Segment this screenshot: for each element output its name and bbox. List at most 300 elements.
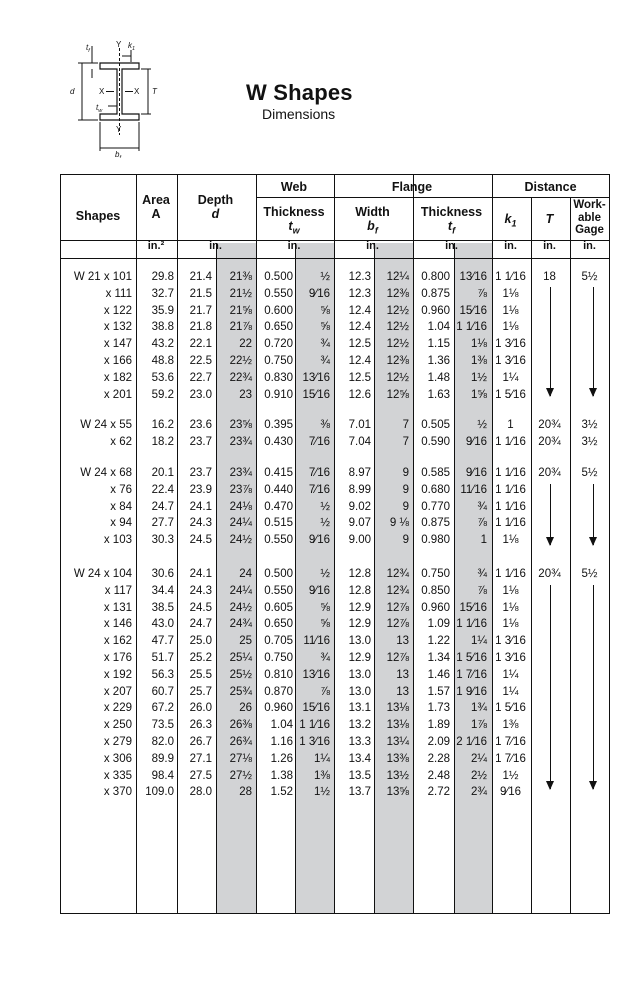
cell-gage: 5½ bbox=[581, 568, 598, 580]
cell-area: 51.7 bbox=[151, 652, 174, 664]
cell-web-thickness-frac: ⅝ bbox=[320, 321, 330, 334]
cell-k1: 1 1⁄16 bbox=[495, 483, 526, 496]
cell-web-thickness-frac: ½ bbox=[320, 517, 330, 530]
cell-shape: x 131 bbox=[103, 601, 132, 614]
cell-flange-thickness-frac: 1⅛ bbox=[471, 338, 487, 351]
cell-shape: x 117 bbox=[104, 584, 132, 597]
cell-depth: 24.3 bbox=[189, 517, 212, 530]
cell-flange-width: 8.97 bbox=[348, 467, 371, 479]
cell-depth: 26.3 bbox=[189, 719, 212, 732]
cell-T: 20¾ bbox=[538, 419, 561, 431]
cell-flange-width-frac: 12½ bbox=[386, 304, 409, 317]
cell-flange-thickness-frac: 2¾ bbox=[471, 786, 487, 799]
unit-web: in. bbox=[287, 240, 301, 252]
cell-web-thickness-frac: ⅜ bbox=[320, 419, 330, 431]
cell-web-thickness-frac: 7⁄16 bbox=[308, 467, 330, 479]
continuation-arrow-gage bbox=[593, 585, 594, 789]
cell-gage: 5½ bbox=[581, 271, 598, 283]
cell-web-thickness: 0.415 bbox=[264, 467, 293, 479]
cell-flange-thickness-frac: ⅞ bbox=[477, 287, 487, 300]
cell-web-thickness: 0.705 bbox=[264, 635, 293, 648]
cell-shape: x 335 bbox=[103, 769, 132, 782]
header-flange-thickness: Thickness $t_f$ bbox=[420, 205, 483, 236]
cell-web-thickness: 0.830 bbox=[264, 371, 293, 384]
cell-depth-frac: 24¼ bbox=[229, 584, 252, 597]
cell-shape: x 207 bbox=[103, 685, 132, 698]
cell-flange-thickness-frac: 1¼ bbox=[471, 635, 487, 648]
cell-depth-frac: 21⅞ bbox=[229, 321, 252, 334]
header-flange-width: Width $b_f$ bbox=[355, 205, 390, 236]
cell-flange-width: 12.5 bbox=[348, 371, 371, 384]
cell-web-thickness-frac: ⅝ bbox=[320, 618, 330, 631]
cell-web-thickness: 0.395 bbox=[264, 419, 293, 431]
cell-k1: 1 3⁄16 bbox=[495, 338, 526, 351]
cell-web-thickness: 0.470 bbox=[264, 500, 293, 513]
cell-depth: 22.1 bbox=[189, 338, 212, 351]
cell-depth: 25.0 bbox=[189, 635, 212, 648]
unit-flange-width: in. bbox=[366, 240, 379, 252]
cell-k1: 1⅛ bbox=[502, 287, 519, 300]
cell-flange-thickness: 0.680 bbox=[421, 483, 450, 496]
d-label: d bbox=[70, 87, 75, 96]
cell-depth: 25.5 bbox=[189, 668, 212, 681]
cell-area: 67.2 bbox=[151, 702, 174, 715]
cell-flange-width: 12.4 bbox=[348, 321, 371, 334]
cell-flange-width: 12.3 bbox=[348, 287, 371, 300]
cell-depth-frac: 24½ bbox=[229, 534, 252, 547]
cell-k1: 1 7⁄16 bbox=[495, 752, 526, 765]
cell-web-thickness-frac: 9⁄16 bbox=[308, 534, 330, 547]
t-label: T bbox=[152, 87, 157, 96]
cell-depth-frac: 25 bbox=[239, 635, 252, 648]
cell-depth: 24.7 bbox=[189, 618, 212, 631]
cell-flange-thickness: 1.89 bbox=[427, 719, 450, 732]
cell-web-thickness: 0.430 bbox=[264, 435, 293, 448]
cell-flange-width-frac: 9 bbox=[402, 500, 409, 513]
cell-web-thickness: 0.650 bbox=[264, 618, 293, 631]
cell-flange-width-frac: 12¼ bbox=[386, 271, 409, 283]
cell-flange-width-frac: 12⅞ bbox=[386, 618, 409, 631]
cell-flange-thickness-frac: 1½ bbox=[471, 371, 487, 384]
cell-web-thickness: 0.500 bbox=[264, 271, 293, 283]
cell-k1: 1 1⁄16 bbox=[495, 467, 526, 479]
cell-k1: 1 3⁄16 bbox=[495, 355, 526, 367]
cell-area: 43.0 bbox=[151, 618, 174, 631]
cell-flange-thickness-frac: 11⁄16 bbox=[460, 483, 487, 496]
cell-area: 24.7 bbox=[151, 500, 174, 513]
cell-flange-thickness-frac: 1¾ bbox=[471, 702, 487, 715]
cell-shape: x 201 bbox=[103, 388, 132, 401]
cell-k1: 1 1⁄16 bbox=[495, 435, 526, 448]
header-workable-gage: Work- able Gage bbox=[573, 199, 606, 236]
unit-flange-thickness: in. bbox=[445, 240, 458, 252]
cell-web-thickness: 0.550 bbox=[264, 584, 293, 597]
cell-area: 29.8 bbox=[151, 271, 174, 283]
header-T: T bbox=[545, 212, 554, 226]
cell-flange-thickness: 0.980 bbox=[421, 534, 450, 547]
cell-flange-thickness: 1.09 bbox=[427, 618, 450, 631]
cell-web-thickness: 0.960 bbox=[264, 702, 293, 715]
header-distance: Distance bbox=[524, 180, 577, 194]
cell-area: 48.8 bbox=[151, 355, 174, 367]
cell-depth: 27.1 bbox=[189, 752, 212, 765]
cell-area: 47.7 bbox=[151, 635, 174, 648]
cell-T: 18 bbox=[543, 271, 556, 283]
cell-flange-width-frac: 13½ bbox=[386, 769, 409, 782]
cell-area: 30.3 bbox=[151, 534, 174, 547]
cell-flange-width: 12.4 bbox=[348, 304, 371, 317]
cell-web-thickness-frac: 7⁄16 bbox=[308, 483, 330, 496]
cell-flange-width: 13.5 bbox=[348, 769, 371, 782]
cell-shape: x 76 bbox=[110, 483, 132, 496]
cell-shape: x 146 bbox=[103, 618, 132, 631]
cell-web-thickness-frac: 9⁄16 bbox=[308, 287, 330, 300]
cell-flange-thickness-frac: ¾ bbox=[477, 500, 487, 513]
cell-flange-thickness-frac: ¾ bbox=[477, 568, 487, 580]
cell-web-thickness-frac: ⅞ bbox=[320, 685, 330, 698]
cell-flange-thickness: 1.46 bbox=[427, 668, 450, 681]
cell-k1: 1 1⁄16 bbox=[495, 568, 526, 580]
cell-k1: 1 3⁄16 bbox=[495, 652, 526, 664]
cell-k1: 1 1⁄16 bbox=[495, 271, 526, 283]
cell-shape: x 306 bbox=[103, 752, 132, 765]
cell-flange-width-frac: 9 bbox=[402, 483, 409, 496]
cell-area: 89.9 bbox=[151, 752, 174, 765]
cell-shape: x 279 bbox=[103, 736, 132, 748]
cell-flange-thickness: 2.28 bbox=[427, 752, 450, 765]
cell-web-thickness: 0.600 bbox=[264, 304, 293, 317]
header-web-thickness: Thickness $t_w$ bbox=[263, 205, 325, 236]
cell-k1: 1⅛ bbox=[502, 618, 519, 631]
cell-flange-thickness: 1.63 bbox=[427, 388, 450, 401]
cell-shape: x 166 bbox=[103, 355, 132, 367]
cell-depth: 21.7 bbox=[189, 304, 212, 317]
cell-k1: 1 bbox=[507, 419, 514, 431]
cell-flange-width: 13.1 bbox=[348, 702, 371, 715]
i-beam-cross-section-diagram bbox=[56, 38, 166, 158]
continuation-arrow-gage bbox=[593, 484, 594, 545]
cell-depth: 28.0 bbox=[189, 786, 212, 799]
cell-web-thickness-frac: 1½ bbox=[314, 786, 330, 799]
cell-depth-frac: 24⅛ bbox=[229, 500, 252, 513]
cell-flange-width-frac: 7 bbox=[402, 419, 409, 431]
cell-flange-thickness-frac: 1 bbox=[480, 534, 487, 547]
cell-flange-thickness-frac: 1 9⁄16 bbox=[456, 685, 487, 698]
cell-web-thickness-frac: 13⁄16 bbox=[302, 371, 330, 384]
cell-flange-width-frac: 12⅝ bbox=[386, 388, 409, 401]
cell-web-thickness-frac: ¾ bbox=[320, 355, 330, 367]
cell-k1: 1 1⁄16 bbox=[495, 500, 526, 513]
cell-flange-thickness: 0.850 bbox=[421, 584, 450, 597]
cell-web-thickness-frac: ½ bbox=[320, 568, 330, 580]
cell-depth-frac: 25¼ bbox=[229, 652, 252, 664]
cell-shape: x 182 bbox=[103, 371, 132, 384]
cell-area: 20.1 bbox=[151, 467, 174, 479]
cell-k1: 1⅛ bbox=[502, 321, 519, 334]
cell-flange-thickness-frac: ½ bbox=[477, 419, 487, 431]
k1-label: $k_1$ bbox=[128, 41, 136, 52]
cell-depth-frac: 26¾ bbox=[229, 736, 252, 748]
cell-area: 27.7 bbox=[151, 517, 174, 530]
cell-area: 16.2 bbox=[151, 419, 174, 431]
cell-flange-thickness: 0.800 bbox=[421, 271, 450, 283]
bf-label: $b_f$ bbox=[115, 150, 121, 158]
cell-flange-thickness-frac: 1 1⁄16 bbox=[456, 321, 487, 334]
cell-depth-frac: 22 bbox=[239, 338, 252, 351]
cell-shape: W 24 x 104 bbox=[73, 568, 132, 580]
continuation-arrow-T bbox=[550, 585, 551, 789]
cell-web-thickness: 0.750 bbox=[264, 652, 293, 664]
unit-depth: in. bbox=[209, 240, 222, 252]
y-top-label: Y bbox=[116, 40, 122, 49]
cell-flange-width-frac: 12⅜ bbox=[386, 287, 409, 300]
cell-flange-width-frac: 13 bbox=[396, 635, 409, 648]
cell-flange-width: 12.5 bbox=[348, 338, 371, 351]
cell-depth: 24.3 bbox=[189, 584, 212, 597]
cell-depth: 24.1 bbox=[189, 500, 212, 513]
cell-flange-width-frac: 12¾ bbox=[386, 568, 409, 580]
cell-depth: 26.7 bbox=[189, 736, 212, 748]
cell-web-thickness-frac: 15⁄16 bbox=[302, 388, 330, 401]
cell-flange-thickness: 0.960 bbox=[421, 601, 450, 614]
cell-flange-thickness-frac: 9⁄16 bbox=[465, 467, 487, 479]
cell-T: 20¾ bbox=[538, 435, 561, 448]
cell-area: 98.4 bbox=[151, 769, 174, 782]
cell-depth: 25.7 bbox=[189, 685, 212, 698]
cell-depth: 21.8 bbox=[189, 321, 212, 334]
cell-shape: x 250 bbox=[103, 719, 132, 732]
cell-shape: W 24 x 55 bbox=[80, 419, 132, 431]
cell-web-thickness: 1.04 bbox=[270, 719, 293, 732]
cell-flange-width: 13.2 bbox=[348, 719, 371, 732]
cell-flange-width: 7.04 bbox=[348, 435, 371, 448]
cell-depth: 21.4 bbox=[189, 271, 212, 283]
cell-gage: 5½ bbox=[581, 467, 598, 479]
cell-area: 43.2 bbox=[151, 338, 174, 351]
cell-flange-thickness-frac: 13⁄16 bbox=[459, 271, 487, 283]
cell-flange-width: 9.07 bbox=[348, 517, 371, 530]
cell-flange-thickness: 1.57 bbox=[427, 685, 450, 698]
cell-web-thickness-frac: ¾ bbox=[320, 652, 330, 664]
cell-flange-thickness: 1.34 bbox=[427, 652, 450, 664]
cell-shape: W 24 x 68 bbox=[80, 467, 132, 479]
cell-flange-thickness: 0.960 bbox=[421, 304, 450, 317]
cell-depth: 21.5 bbox=[189, 287, 212, 300]
cell-T: 20¾ bbox=[538, 568, 561, 580]
cell-flange-thickness: 1.04 bbox=[427, 321, 450, 334]
cell-flange-thickness: 2.48 bbox=[427, 769, 450, 782]
cell-flange-width-frac: 13 bbox=[396, 685, 409, 698]
cell-web-thickness: 0.605 bbox=[264, 601, 293, 614]
cell-depth-frac: 24½ bbox=[229, 601, 252, 614]
y-bottom-label: Y bbox=[116, 125, 122, 134]
cell-web-thickness: 0.910 bbox=[264, 388, 293, 401]
cell-shape: x 94 bbox=[110, 517, 132, 530]
cell-flange-width: 8.99 bbox=[348, 483, 371, 496]
cell-shape: x 147 bbox=[103, 338, 132, 351]
cell-flange-width: 12.8 bbox=[348, 568, 371, 580]
cell-web-thickness-frac: 15⁄16 bbox=[302, 702, 330, 715]
cell-web-thickness-frac: ½ bbox=[320, 500, 330, 513]
cell-flange-width-frac: 9 bbox=[402, 467, 409, 479]
cell-flange-thickness-frac: 1 5⁄16 bbox=[456, 652, 487, 664]
cell-area: 38.8 bbox=[151, 321, 174, 334]
cell-depth-frac: 28 bbox=[239, 786, 252, 799]
cell-depth: 23.7 bbox=[189, 435, 212, 448]
cell-flange-width: 12.4 bbox=[348, 355, 371, 367]
cell-web-thickness: 0.500 bbox=[264, 568, 293, 580]
cell-flange-width: 13.0 bbox=[348, 685, 371, 698]
cell-shape: x 111 bbox=[105, 287, 132, 300]
cell-k1: 9⁄16 bbox=[499, 786, 522, 799]
cell-flange-width: 12.9 bbox=[348, 652, 371, 664]
unit-gage: in. bbox=[583, 240, 596, 252]
cell-area: 30.6 bbox=[151, 568, 174, 580]
cell-flange-width: 13.7 bbox=[348, 786, 371, 799]
continuation-arrow-gage bbox=[593, 287, 594, 396]
cell-flange-width-frac: 12¾ bbox=[386, 584, 409, 597]
cell-shape: x 103 bbox=[103, 534, 132, 547]
cell-web-thickness-frac: 1⅜ bbox=[314, 769, 330, 782]
cell-web-thickness-frac: ⅝ bbox=[320, 601, 330, 614]
cell-area: 59.2 bbox=[151, 388, 174, 401]
cell-area: 53.6 bbox=[151, 371, 174, 384]
cell-flange-width-frac: 13⅛ bbox=[386, 719, 409, 732]
cell-web-thickness: 0.870 bbox=[264, 685, 293, 698]
cell-depth-frac: 25½ bbox=[229, 668, 252, 681]
cell-depth: 24.5 bbox=[189, 534, 212, 547]
cell-flange-width-frac: 12½ bbox=[386, 321, 409, 334]
cell-area: 34.4 bbox=[151, 584, 174, 597]
cell-depth-frac: 23⅞ bbox=[229, 483, 252, 496]
cell-depth: 22.7 bbox=[189, 371, 212, 384]
cell-flange-width-frac: 13 bbox=[396, 668, 409, 681]
tw-label: $t_w$ bbox=[96, 103, 103, 114]
cell-depth-frac: 25¾ bbox=[229, 685, 252, 698]
cell-depth-frac: 23 bbox=[239, 388, 252, 401]
cell-shape: W 21 x 101 bbox=[73, 271, 132, 283]
cell-flange-width: 13.0 bbox=[348, 668, 371, 681]
cell-shape: x 132 bbox=[103, 321, 132, 334]
cell-web-thickness: 1.16 bbox=[270, 736, 293, 748]
cell-shape: x 176 bbox=[103, 652, 132, 664]
cell-web-thickness-frac: ½ bbox=[320, 271, 330, 283]
cell-web-thickness-frac: 9⁄16 bbox=[308, 584, 330, 597]
cell-web-thickness: 0.550 bbox=[264, 287, 293, 300]
cell-k1: 1¼ bbox=[502, 685, 519, 698]
cell-k1: 1 5⁄16 bbox=[495, 388, 526, 401]
cell-area: 60.7 bbox=[151, 685, 174, 698]
cell-depth-frac: 21½ bbox=[229, 287, 252, 300]
cell-shape: x 162 bbox=[103, 635, 132, 648]
cell-flange-thickness-frac: 15⁄16 bbox=[459, 601, 487, 614]
cell-k1: 1½ bbox=[502, 769, 519, 782]
cell-web-thickness-frac: 1¼ bbox=[314, 752, 330, 765]
cell-flange-thickness-frac: 1 7⁄16 bbox=[456, 668, 487, 681]
cell-flange-thickness: 1.73 bbox=[427, 702, 450, 715]
continuation-arrow-T bbox=[550, 287, 551, 396]
cell-depth: 22.5 bbox=[189, 355, 212, 367]
cell-area: 109.0 bbox=[145, 786, 174, 799]
continuation-arrow-T bbox=[550, 484, 551, 545]
cell-flange-width: 12.9 bbox=[348, 601, 371, 614]
unit-area: in.² bbox=[147, 240, 165, 252]
tf-label: $t_f$ bbox=[86, 43, 90, 54]
cell-depth: 23.7 bbox=[189, 467, 212, 479]
cell-flange-thickness: 0.770 bbox=[421, 500, 450, 513]
cell-web-thickness: 1.52 bbox=[270, 786, 293, 799]
unit-k1: in. bbox=[504, 240, 517, 252]
cell-web-thickness-frac: 13⁄16 bbox=[302, 668, 330, 681]
cell-area: 56.3 bbox=[151, 668, 174, 681]
cell-web-thickness: 0.810 bbox=[264, 668, 293, 681]
cell-flange-width-frac: 12⅞ bbox=[386, 652, 409, 664]
cell-depth-frac: 26⅜ bbox=[229, 719, 252, 732]
cell-web-thickness: 0.550 bbox=[264, 534, 293, 547]
cell-flange-thickness-frac: ⅞ bbox=[477, 584, 487, 597]
cell-flange-width: 9.02 bbox=[348, 500, 371, 513]
cell-flange-thickness-frac: 15⁄16 bbox=[459, 304, 487, 317]
header-area: Area A bbox=[142, 193, 170, 221]
cell-flange-thickness-frac: 1⅝ bbox=[471, 388, 487, 401]
cell-flange-width: 9.00 bbox=[348, 534, 371, 547]
cell-flange-width-frac: 9 ⅛ bbox=[389, 517, 409, 530]
cell-k1: 1 1⁄16 bbox=[495, 517, 526, 530]
cell-flange-thickness: 0.875 bbox=[421, 287, 450, 300]
cell-flange-width: 7.01 bbox=[348, 419, 371, 431]
cell-depth-frac: 24¼ bbox=[229, 517, 252, 530]
cell-depth: 27.5 bbox=[189, 769, 212, 782]
cell-depth: 23.0 bbox=[189, 388, 212, 401]
cell-area: 38.5 bbox=[151, 601, 174, 614]
cell-flange-width: 12.3 bbox=[348, 271, 371, 283]
cell-k1: 1⅛ bbox=[502, 584, 519, 597]
cell-gage: 3½ bbox=[581, 419, 598, 431]
cell-shape: x 84 bbox=[110, 500, 132, 513]
cell-flange-thickness-frac: 2½ bbox=[471, 769, 487, 782]
cell-flange-thickness: 2.09 bbox=[427, 736, 450, 748]
cell-flange-width-frac: 13⅜ bbox=[386, 752, 409, 765]
cell-web-thickness: 0.440 bbox=[264, 483, 293, 496]
cell-k1: 1⅛ bbox=[502, 534, 519, 547]
header-depth: Depth d bbox=[197, 193, 234, 221]
cell-shape: x 62 bbox=[110, 435, 132, 448]
cell-web-thickness: 1.38 bbox=[270, 769, 293, 782]
cell-k1: 1⅛ bbox=[502, 601, 519, 614]
cell-flange-thickness: 1.22 bbox=[427, 635, 450, 648]
cell-depth: 23.9 bbox=[189, 483, 212, 496]
cell-depth-frac: 26 bbox=[239, 702, 252, 715]
cell-depth-frac: 23¾ bbox=[229, 467, 252, 479]
cell-k1: 1¼ bbox=[502, 371, 519, 384]
cell-flange-thickness-frac: 2 1⁄16 bbox=[456, 736, 487, 748]
cell-web-thickness-frac: 11⁄16 bbox=[303, 635, 330, 648]
cell-flange-thickness: 2.72 bbox=[427, 786, 450, 799]
header-web: Web bbox=[280, 180, 308, 194]
cell-depth: 25.2 bbox=[189, 652, 212, 664]
cell-flange-width-frac: 9 bbox=[402, 534, 409, 547]
cell-depth-frac: 21⅜ bbox=[229, 271, 252, 283]
cell-depth-frac: 24¾ bbox=[229, 618, 252, 631]
cell-web-thickness-frac: 7⁄16 bbox=[308, 435, 330, 448]
cell-flange-thickness-frac: 1⅜ bbox=[471, 355, 487, 367]
cell-web-thickness: 0.650 bbox=[264, 321, 293, 334]
cell-depth: 24.5 bbox=[189, 601, 212, 614]
cell-flange-width-frac: 12½ bbox=[386, 338, 409, 351]
cell-flange-thickness: 1.36 bbox=[427, 355, 450, 367]
cell-flange-width: 13.0 bbox=[348, 635, 371, 648]
cell-area: 32.7 bbox=[151, 287, 174, 300]
